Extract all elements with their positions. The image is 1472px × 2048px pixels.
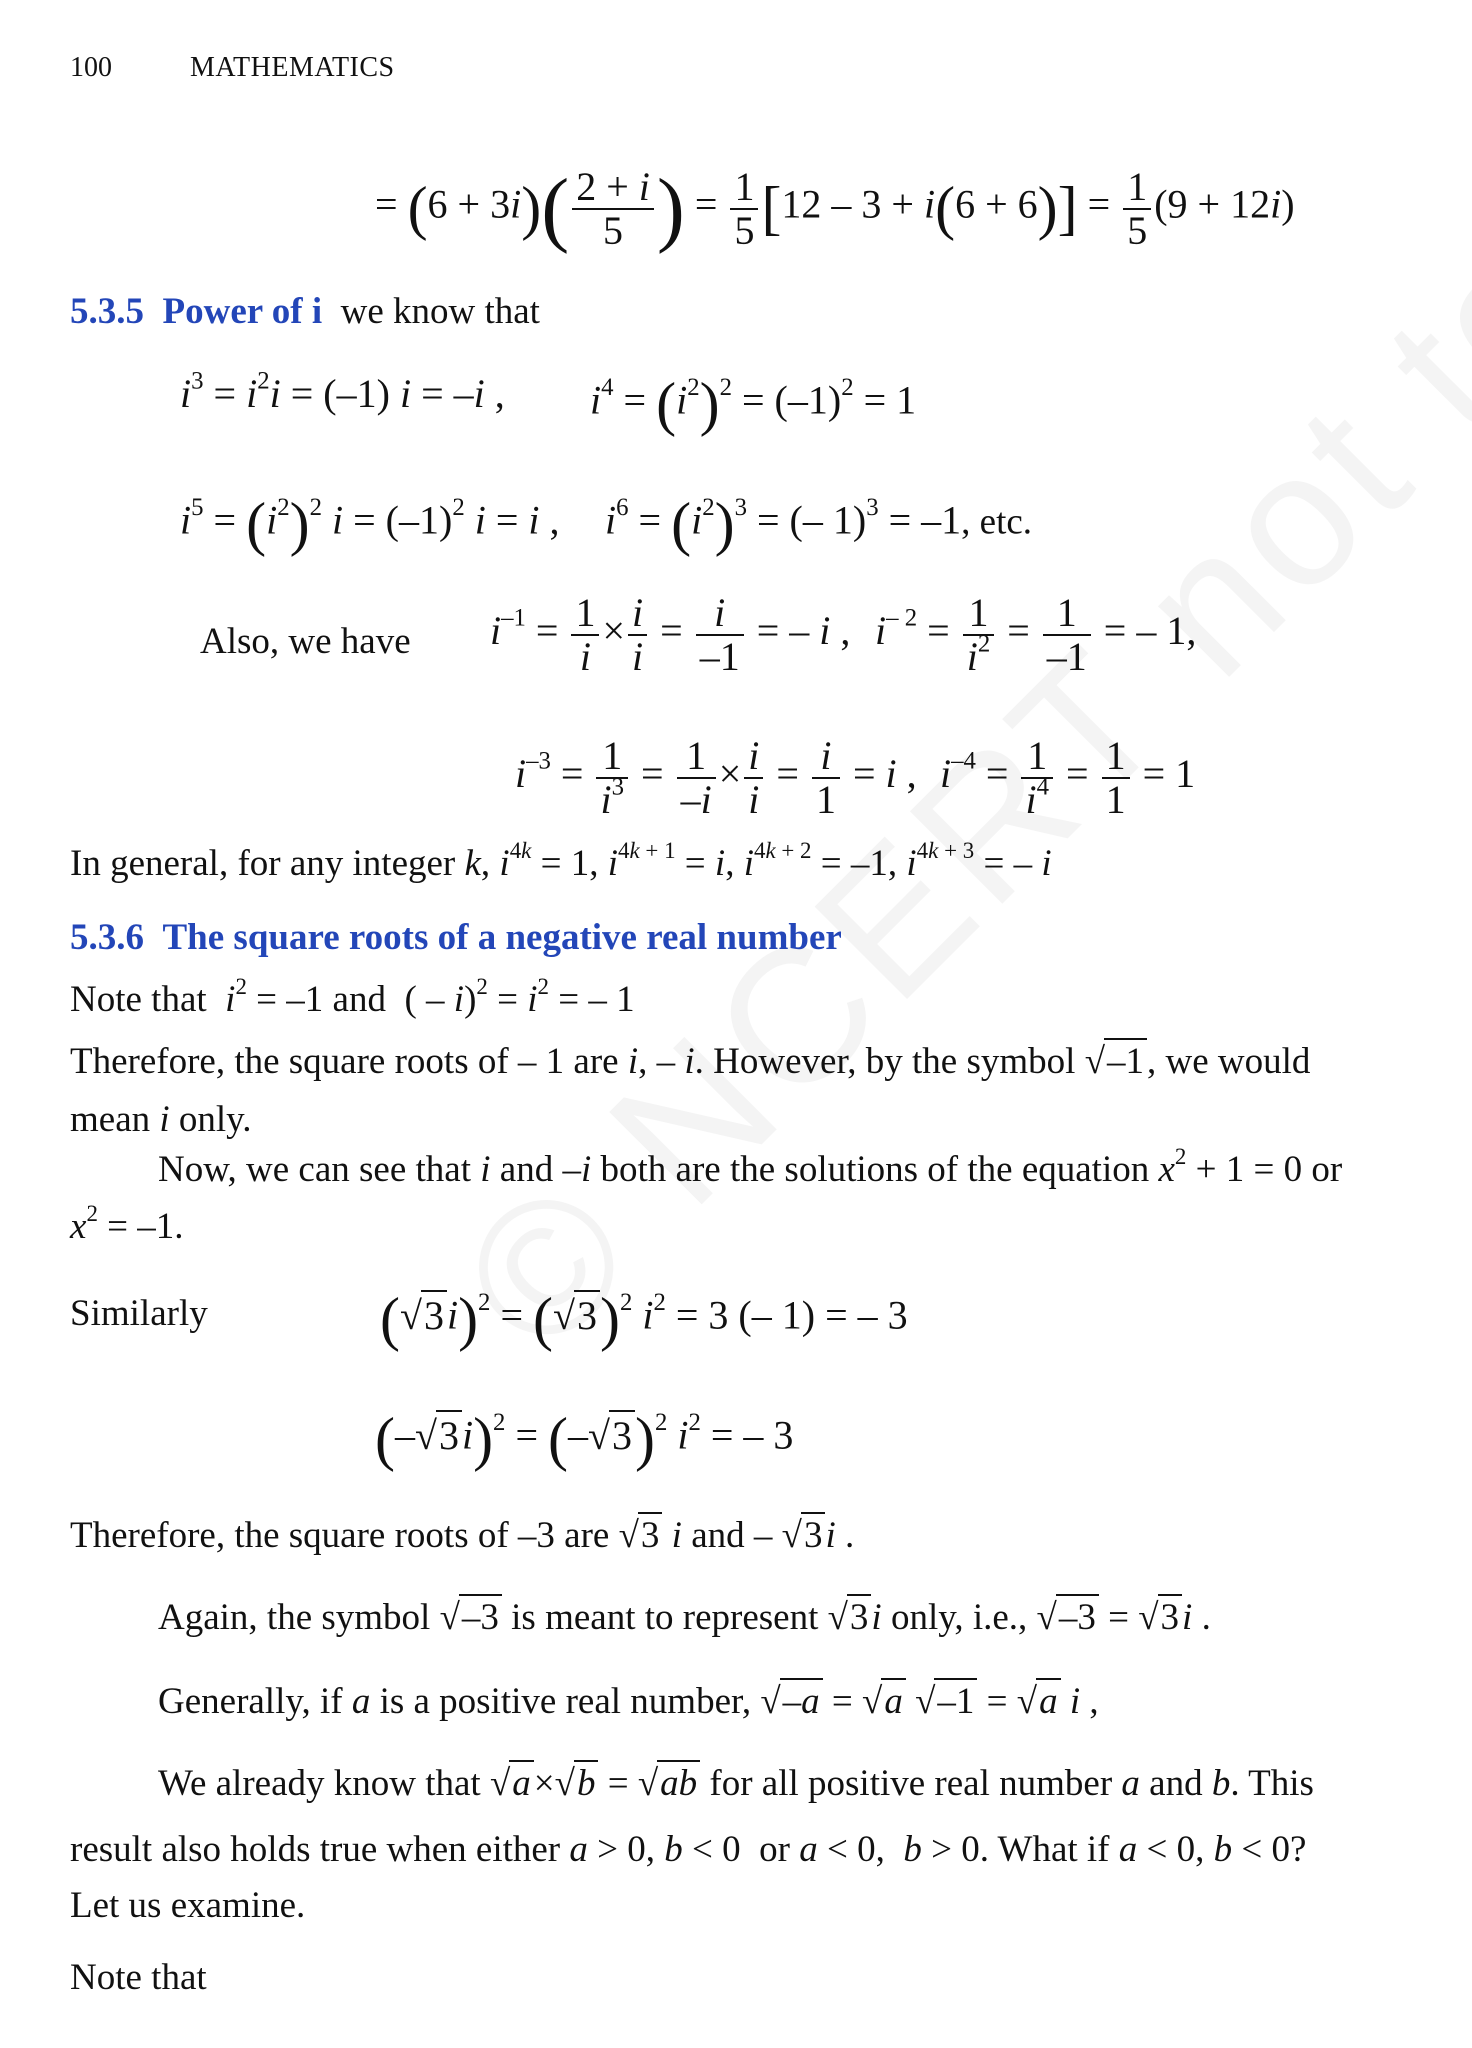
- generally-text-b: is a positive real number,: [379, 1681, 752, 1722]
- now-text-a: Now, we can see that: [158, 1149, 472, 1190]
- equation-i5: $i^5 = (i^2)^2$ $i = (-1)^2$ i = i ,: [180, 491, 560, 557]
- mean-only-line: mean i only.: [70, 1099, 252, 1140]
- already-text-a: We already know that: [158, 1763, 481, 1804]
- now-line: Now, we can see that i and –i both are the solutions of the equation $x^2 + 1 = 0$ or: [158, 1143, 1343, 1190]
- book-title: MATHEMATICS: [190, 52, 395, 83]
- section-number: 5.3.5: [70, 291, 144, 332]
- equation-sqrt3i-squared: $(√3i)^2 = (√3)^2$ $i^2 = 3$ (– 1) = – 3: [380, 1286, 908, 1352]
- note-text: Note that: [70, 979, 207, 1020]
- mean-text: mean: [70, 1099, 151, 1140]
- equation-neg-sqrt3i-squared: $(-√3i)^2 = (-√3)^2$ $i^2$ = – 3: [375, 1406, 794, 1472]
- therefore-sqrt3-line: Therefore, the square roots of –3 are √3 i and – √3i .: [70, 1512, 854, 1557]
- let-us-examine: Let us examine.: [70, 1885, 306, 1926]
- already-text-b: for all positive real number: [709, 1763, 1113, 1804]
- again-text-c: only, i.e.,: [890, 1597, 1028, 1638]
- equation-product: = (6 + 3i)( $\frac{2 + i}{5}$ ) = $\frac{1}{5}$ [12 – 3 + i(6 + 6)] = $\frac{1}{5}$ (9 + 12i): [375, 162, 1295, 255]
- equation-i-minus-4: $i^{-4}$ = $\frac{1}{i^4}$ = $\frac{1}{1}$ = 1: [940, 733, 1196, 822]
- and-text: and: [691, 1515, 745, 1556]
- result-text: result also holds true when either: [70, 1829, 561, 1870]
- and-text: and: [332, 979, 386, 1020]
- x-squared-line: $x^2 = -1$.: [70, 1200, 184, 1247]
- equation-i-minus-3: $i^{-3}$ = $\frac{1}{i^3}$ = $\frac{1}{-i}$ × $\frac{i}{i}$ = $\frac{i}{1}$ = i ,: [515, 733, 917, 822]
- again-text-a: Again, the symbol: [158, 1597, 431, 1638]
- similarly-label: Similarly: [70, 1293, 208, 1334]
- page-number: 100: [70, 52, 112, 83]
- again-text-b: is meant to represent: [511, 1597, 819, 1638]
- equation-i-minus-2: $i^{- 2}$ = $\frac{1}{i^2}$ = $\frac{1}{-1}$ = – 1,: [875, 590, 1197, 679]
- already-know-line: We already know that √a×√b = √ab for all positive real number a and b. This: [158, 1760, 1314, 1805]
- equation-i6: $i^6 = (i^2)^3$ = (– 1)$^3$ = –1, etc.: [605, 491, 1033, 557]
- general-statement: In general, for any integer k, $i^{4k} = 1$, $i^{4k + 1} = i$, $i^{4k + 2} = -1$, $i^{4k + 3}$ = – i: [70, 837, 1052, 884]
- now-text-c: both are the solutions of the equation: [600, 1149, 1150, 1190]
- etc-text: , etc.: [961, 501, 1033, 543]
- therefore-line-1: Therefore, the square roots of – 1 are i, – i. However, by the symbol √–1, we would: [70, 1038, 1310, 1083]
- now-text-b: and: [499, 1149, 554, 1190]
- general-text: In general, for any integer: [70, 843, 456, 884]
- again-line: Again, the symbol √–3 is meant to represent √3i only, i.e., √–3 = √3i .: [158, 1594, 1211, 1639]
- therefore-sqrt3-text: Therefore, the square roots of –3 are: [70, 1515, 610, 1556]
- section-number: 5.3.6: [70, 917, 144, 958]
- section-5-3-6-heading: [70, 916, 842, 959]
- also-we-have-label: Also, we have: [200, 621, 411, 662]
- result-question: What if: [997, 1829, 1110, 1870]
- now-text-d: or: [1311, 1149, 1343, 1190]
- section-title: The square roots of a negative real number: [162, 917, 842, 958]
- result-line: result also holds true when either a > 0, b < 0 or a < 0, b > 0. What if a < 0, b < 0?: [70, 1829, 1307, 1870]
- already-text-d: . This: [1230, 1763, 1314, 1804]
- therefore-text-b: . However, by the symbol: [694, 1041, 1076, 1082]
- already-text-c: and: [1149, 1763, 1203, 1804]
- equation-i-minus-1: $i^{-1}$ = $\frac{1}{i}$ × $\frac{i}{i}$ = $\frac{i}{-1}$ = – i ,: [490, 590, 851, 679]
- note-that-end: Note that: [70, 1957, 207, 1998]
- section-lead: we know that: [340, 291, 540, 332]
- generally-text-a: Generally, if: [158, 1681, 343, 1722]
- therefore-text-c: , we would: [1147, 1041, 1311, 1082]
- therefore-text: Therefore, the square roots of – 1 are: [70, 1041, 619, 1082]
- only-text: only.: [178, 1099, 252, 1140]
- equation-i4: $i^4 = (i^2)^2 = (-1)^2 = 1$: [590, 371, 917, 437]
- section-5-3-5-heading: [70, 290, 540, 333]
- note-line: Note that $i^2 = -1$ and ( – $i)^2 = i^2$ = – 1: [70, 973, 635, 1020]
- section-title: Power of i: [162, 291, 323, 332]
- equation-i3: $i^3 = i^2i = (-1) i = -i$ ,: [180, 367, 505, 416]
- generally-line: Generally, if a is a positive real number, √–a = √a √–1 = √a i ,: [158, 1678, 1099, 1723]
